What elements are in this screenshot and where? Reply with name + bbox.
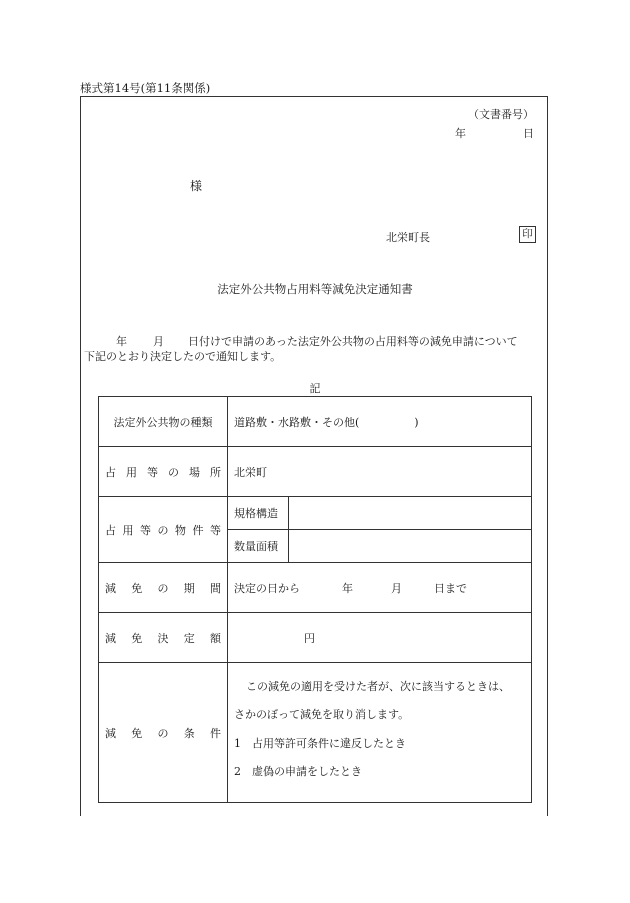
row-amount [99,613,532,663]
label-char: 減 [105,581,116,595]
ki-heading: 記 [309,382,321,395]
amount-unit: 円 [304,631,315,645]
period-until: 日まで [434,581,467,595]
label-char: 免 [131,581,143,595]
period-from: 決定の日から [234,581,300,595]
type-value: 道路敷・水路敷・その他( ) [228,397,532,447]
label-char: 等 [140,523,151,537]
label-char: 減 [105,726,116,740]
amount-value [228,613,532,663]
label-char: の [157,523,169,537]
row-object-1 [99,497,532,530]
label-char: 用 [126,465,137,479]
period-value [228,563,532,613]
place-value: 北栄町 [228,447,532,497]
label-char: 件 [192,523,204,537]
label-char: の [157,581,169,595]
amount-label [99,613,228,663]
label-char: の [168,465,179,479]
place-label [99,447,228,497]
period-month: 月 [391,581,402,595]
label-char: の [157,726,169,740]
period-label [99,563,228,613]
label-char: 期 [183,581,195,595]
form-number: 様式第14号(第11条関係) [80,81,211,95]
label-char: 場 [189,465,200,479]
label-char: 決 [157,631,169,645]
label-char: 物 [175,523,186,537]
label-char: 間 [210,581,221,595]
document-title: 法定外公共物占用料等減免決定通知書 [217,282,413,296]
object-sub-quantity: 数量面積 [228,530,289,563]
row-conditions [99,663,532,803]
body-year: 年 [116,335,127,348]
object-quantity-value [289,530,532,563]
object-sub-structure: 規格構造 [228,497,289,530]
label-char: 条 [183,726,195,740]
conditions-item-2: 2 虚偽の申請をしたとき [234,765,362,778]
label-char: 減 [105,631,116,645]
seal-box: 印 [519,226,536,243]
row-period [99,563,532,613]
addressee-suffix: 様 [190,179,203,193]
conditions-value [228,663,532,803]
conditions-item-1: 1 占用等許可条件に違反したとき [234,737,406,750]
body-line-1 [116,333,518,349]
label-char: 免 [131,631,143,645]
date-day-label: 日 [523,127,534,140]
type-label: 法定外公共物の種類 [99,397,228,447]
document-number-label: （文書番号） [468,108,534,121]
object-structure-value [289,497,532,530]
label-char: 占 [105,465,116,479]
body-line-2: 下記のとおり決定したので通知します。 [84,350,282,363]
label-char: 占 [105,523,116,537]
label-char: 額 [210,631,221,645]
date-year-label: 年 [455,127,466,140]
row-place [99,447,532,497]
label-char: 等 [147,465,158,479]
row-type [99,397,532,447]
conditions-text-2: さかのぼって減免を取り消します。 [234,708,410,721]
conditions-label [99,663,228,803]
issuer-name: 北栄町長 [386,231,430,244]
period-year: 年 [342,581,353,595]
conditions-text-1: この減免の適用を受けた者が、次に該当するときは、 [246,680,510,693]
label-char: 等 [210,523,221,537]
object-label [99,497,228,563]
label-char: 所 [210,465,221,479]
label-char: 用 [122,523,134,537]
body-line1-rest: 日付けで申請のあった法定外公共物の占用料等の減免申請について [188,335,518,348]
records-table [98,396,532,803]
body-month: 月 [153,335,164,348]
label-char: 件 [210,726,221,740]
label-char: 定 [183,631,195,645]
label-char: 免 [131,726,143,740]
